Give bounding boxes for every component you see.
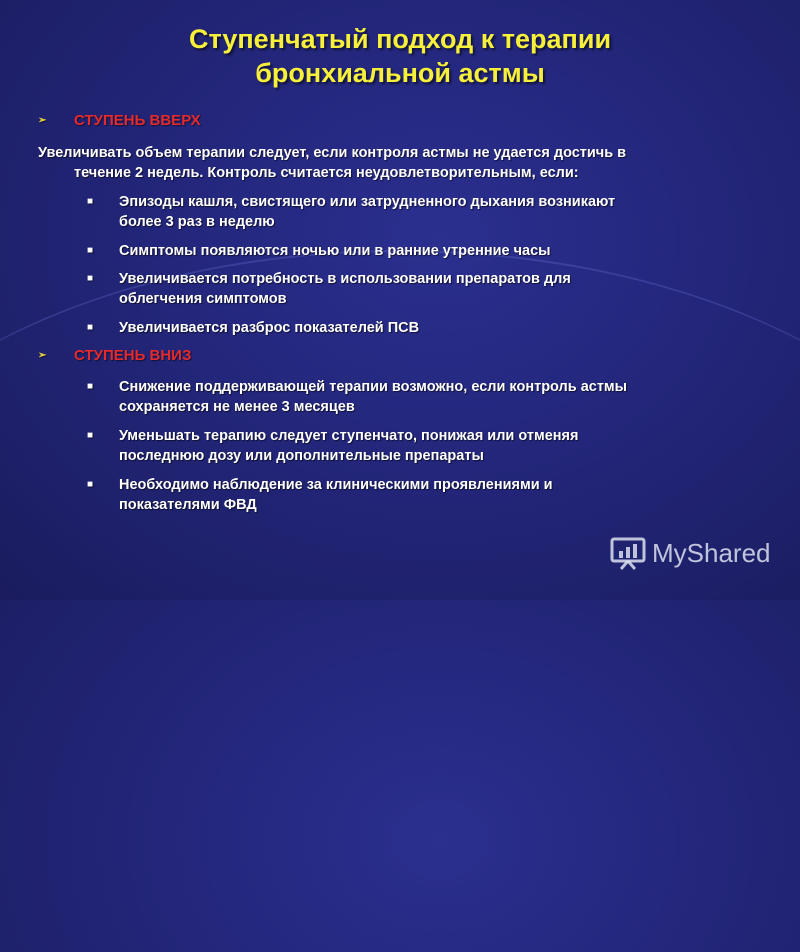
list-item-line-1: Необходимо наблюдение за клиническими проявлениями и	[119, 477, 553, 493]
square-bullet-icon: ■	[87, 245, 94, 256]
title-line-1: Ступенчатый подход к терапии	[188, 24, 612, 54]
list-item-line-1: Увеличивается потребность в использовании препаратов для	[119, 271, 571, 287]
list-item-line-2: сохраняется не менее 3 месяцев	[119, 399, 355, 415]
square-bullet-icon: ■	[87, 430, 94, 441]
list-item-line-1: Увеличивается разброс показателей ПСВ	[119, 320, 420, 336]
step-up-label: СТУПЕНЬ ВВЕРХ	[74, 112, 201, 129]
square-bullet-icon: ■	[87, 322, 94, 333]
intro-line-1: Увеличивать объем терапии следует, если контроля астмы не удается достичь в	[38, 145, 627, 161]
arrow-bullet-icon: ➢	[38, 350, 47, 361]
title-line-2: бронхиальной астмы	[255, 58, 545, 88]
list-item-line-2: показателями ФВД	[119, 497, 257, 513]
list-item-line-1: Уменьшать терапию следует ступенчато, понижая или отменяя	[119, 428, 579, 444]
list-item	[87, 192, 757, 232]
square-bullet-icon: ■	[87, 479, 94, 490]
list-item	[87, 426, 757, 466]
arrow-bullet-icon: ➢	[38, 115, 47, 126]
list-item	[87, 241, 757, 261]
square-bullet-icon: ■	[87, 381, 94, 392]
list-item-line-2: более 3 раз в неделю	[119, 214, 275, 230]
intro-line-2: течение 2 недель. Контроль считается неудовлетворительным, если:	[74, 165, 579, 181]
step-up-heading	[38, 112, 201, 129]
list-item-line-1: Симптомы появляются ночью или в ранние утренние часы	[119, 243, 551, 259]
watermark-text: MyShared	[652, 537, 771, 568]
list-item	[87, 377, 757, 417]
presentation-board-icon	[610, 536, 646, 570]
list-item	[87, 269, 757, 309]
list-item	[87, 475, 757, 515]
slide-title	[0, 22, 800, 90]
step-up-intro	[38, 143, 778, 183]
step-down-heading	[38, 347, 191, 364]
square-bullet-icon: ■	[87, 196, 94, 207]
list-item-line-1: Снижение поддерживающей терапии возможно, если контроль астмы	[119, 379, 628, 395]
list-item-line-1: Эпизоды кашля, свистящего или затрудненного дыхания возникают	[119, 194, 616, 210]
list-item-line-2: последнюю дозу или дополнительные препараты	[119, 448, 484, 464]
watermark-logo	[610, 536, 771, 570]
square-bullet-icon: ■	[87, 273, 94, 284]
list-item-line-2: облегчения симптомов	[119, 291, 287, 307]
list-item	[87, 318, 757, 338]
step-down-label: СТУПЕНЬ ВНИЗ	[74, 347, 192, 364]
